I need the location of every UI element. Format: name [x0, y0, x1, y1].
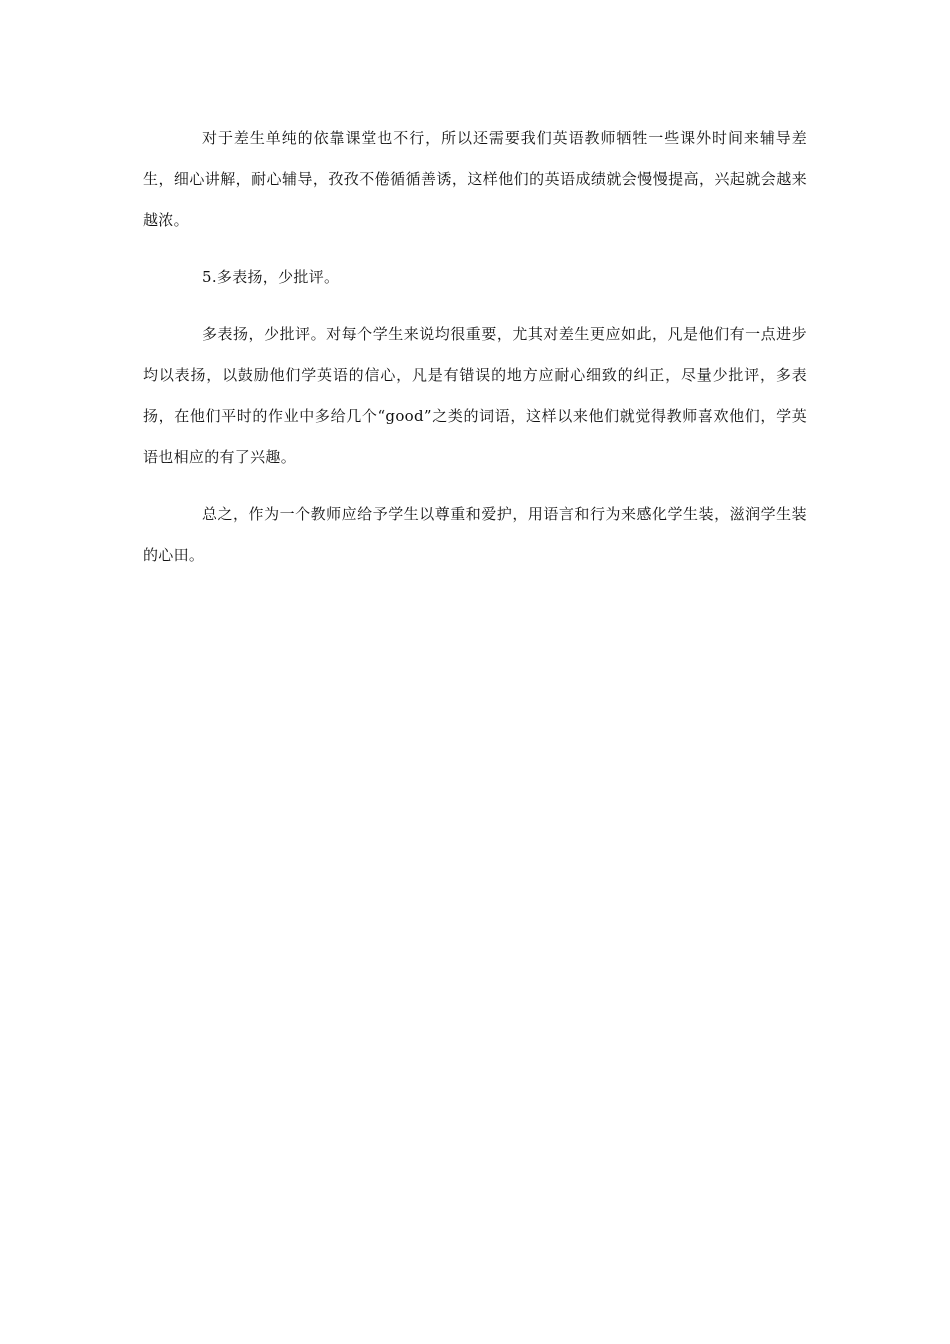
section-heading-praise: 5.多表扬，少批评。 — [202, 268, 340, 286]
paragraph-praise: 多表扬，少批评。对每个学生来说均很重要，尤其对差生更应如此，凡是他们有一点进步均以表扬，以鼓励他们学英语的信心，凡是有错误的地方应耐心细致的纠正，尽量少批评，多表扬，在他们平时的作业中多给几个“good”之类的词语，这样以来他们就觉得教师喜欢他们，学英语也相应的有了兴趣。 — [143, 325, 807, 466]
document-body — [143, 118, 807, 576]
paragraph-conclusion: 总之，作为一个教师应给予学生以尊重和爱护，用语言和行为来感化学生装，滋润学生装的心田。 — [143, 505, 807, 564]
paragraph-tutoring: 对于差生单纯的依靠课堂也不行，所以还需要我们英语教师牺牲一些课外时间来辅导差生，细心讲解，耐心辅导，孜孜不倦循循善诱，这样他们的英语成绩就会慢慢提高，兴起就会越来越浓。 — [143, 129, 807, 229]
